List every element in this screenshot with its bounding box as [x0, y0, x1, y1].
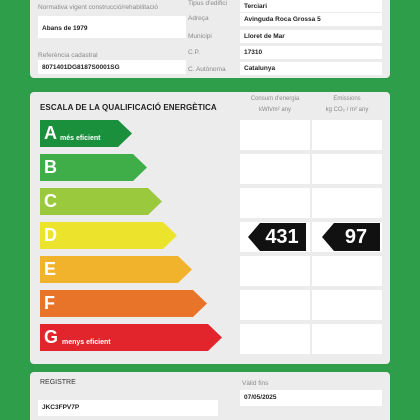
energy-cell-g	[240, 324, 310, 354]
class-sublabel: més eficient	[60, 135, 101, 142]
municipality-field: Lloret de Mar	[240, 30, 382, 43]
energy-rating-pointer	[248, 223, 306, 251]
scale-title: ESCALA DE LA QUALIFICACIÓ ENERGÈTICA	[40, 103, 217, 112]
class-bar-b	[40, 154, 147, 181]
class-bar-d	[40, 222, 177, 249]
valid-label: Vàlid fins	[242, 380, 269, 387]
registry-card	[30, 372, 390, 420]
class-letter: F	[44, 293, 55, 313]
class-letter: G	[44, 327, 59, 347]
energy-rating-value: 431	[265, 226, 299, 248]
type-field: Terciari	[240, 0, 382, 12]
class-sublabel: menys eficient	[62, 339, 111, 346]
energy-scale-card	[30, 92, 390, 364]
cadastral-field: 8071401DG8187S0001SG	[38, 60, 186, 74]
class-letter: C	[44, 191, 57, 211]
address-label: Adreça	[188, 15, 209, 22]
registry-label: REGISTRE	[40, 379, 76, 386]
class-bar-a	[40, 120, 132, 147]
regulation-field: Abans de 1979	[38, 16, 186, 38]
energy-cell-a	[240, 120, 310, 150]
postal-label: C.P.	[188, 49, 200, 56]
valid-field: 07/05/2025	[240, 390, 382, 406]
energy-column-header: Consum d'energia kWh/m² any	[250, 96, 300, 113]
registry-field: JKC3FPV7P	[38, 400, 218, 416]
emissions-cell-a	[312, 120, 382, 150]
class-letter: A	[44, 123, 57, 143]
class-letter: D	[44, 225, 57, 245]
class-letter: B	[44, 157, 57, 177]
region-field: Catalunya	[240, 62, 382, 75]
class-letter: E	[44, 259, 57, 279]
emissions-column-header: Emissions kg CO₂ / m² any	[325, 96, 369, 113]
class-bar-g	[40, 324, 222, 351]
energy-cell-b	[240, 154, 310, 184]
municipality-label: Municipi	[188, 33, 212, 40]
emissions-cell-g	[312, 324, 382, 354]
cadastral-label: Referència cadastral	[38, 52, 98, 59]
type-label: Tipus d'edifici	[188, 0, 227, 7]
emissions-cell-f	[312, 290, 382, 320]
energy-cell-c	[240, 188, 310, 218]
postal-field: 17310	[240, 46, 382, 59]
energy-cell-f	[240, 290, 310, 320]
address-field: Avinguda Roca Grossa 5	[240, 13, 382, 26]
class-bar-c	[40, 188, 162, 215]
emissions-rating-value: 97	[344, 226, 368, 248]
class-bar-f	[40, 290, 207, 317]
energy-cell-e	[240, 256, 310, 286]
emissions-cell-c	[312, 188, 382, 218]
class-bar-e	[40, 256, 192, 283]
emissions-cell-e	[312, 256, 382, 286]
emissions-rating-pointer	[322, 223, 380, 251]
region-label: C. Autònoma	[188, 66, 226, 73]
building-info-card	[30, 0, 390, 78]
emissions-cell-b	[312, 154, 382, 184]
regulation-label: Normativa vigent construcció/rehabilitació	[38, 4, 158, 11]
